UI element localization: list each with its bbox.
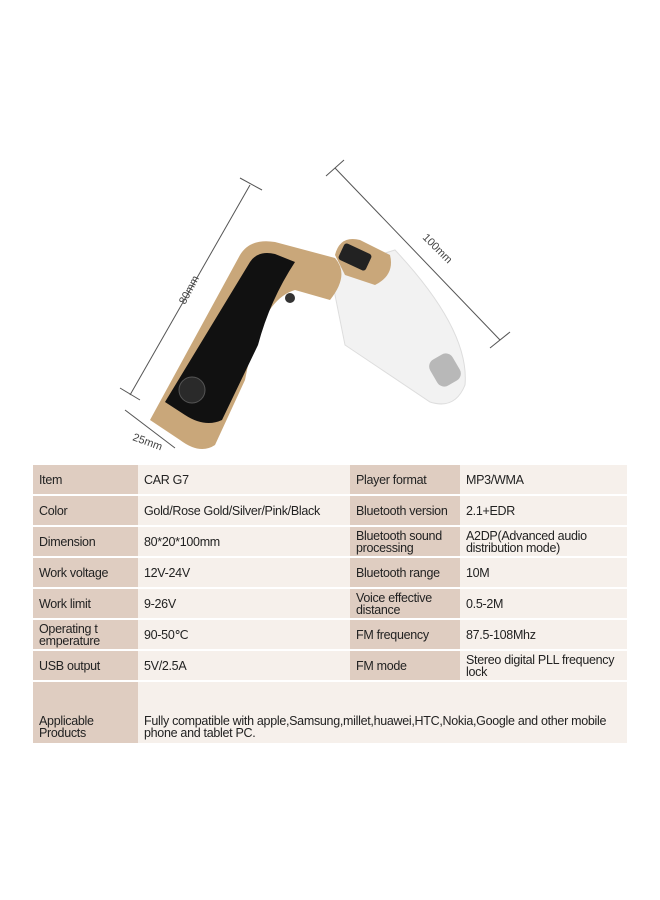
table-row [33,496,627,525]
table-row [33,558,627,587]
spec-label: Player format [350,465,460,494]
spec-label: FM mode [350,651,460,680]
spec-label: USB output [33,651,138,680]
spec-label: Item [33,465,138,494]
table-row [33,651,627,680]
table-row [33,527,627,556]
spec-value: CAR G7 [138,465,350,494]
spec-label: Applicable Products [33,682,138,743]
spec-label: Operating t emperature [33,620,138,649]
spec-label: Bluetooth sound processing [350,527,460,556]
spec-value: 5V/2.5A [138,651,350,680]
spec-value: Fully compatible with apple,Samsung,millet,huawei,HTC,Nokia,Google and other mobile phone and tablet PC. [138,682,627,743]
table-row [33,682,627,743]
spec-value: A2DP(Advanced audio distribution mode) [460,527,627,556]
spec-value: 87.5-108Mhz [460,620,627,649]
spec-label: Bluetooth range [350,558,460,587]
spec-label: FM frequency [350,620,460,649]
spec-label: Work limit [33,589,138,618]
width-dimension: 25mm [130,431,164,454]
spec-table [33,463,627,745]
spec-label: Bluetooth version [350,496,460,525]
spec-label: Work voltage [33,558,138,587]
spec-value: 2.1+EDR [460,496,627,525]
spec-value: 12V-24V [138,558,350,587]
spec-value: 10M [460,558,627,587]
spec-label: Color [33,496,138,525]
car-charger-device [150,239,465,449]
spec-value: 0.5-2M [460,589,627,618]
spec-value: Gold/Rose Gold/Silver/Pink/Black [138,496,350,525]
spec-label: Voice effective distance [350,589,460,618]
length-dimension: 100mm [419,231,455,267]
spec-value: MP3/WMA [460,465,627,494]
spec-value: Stereo digital PLL frequency lock [460,651,627,680]
spec-value: 90-50℃ [138,620,350,649]
table-row [33,589,627,618]
height-dimension: 80mm [177,273,202,307]
spec-label: Dimension [33,527,138,556]
spec-value: 9-26V [138,589,350,618]
spec-value: 80*20*100mm [138,527,350,556]
table-row [33,465,627,494]
table-row [33,620,627,649]
